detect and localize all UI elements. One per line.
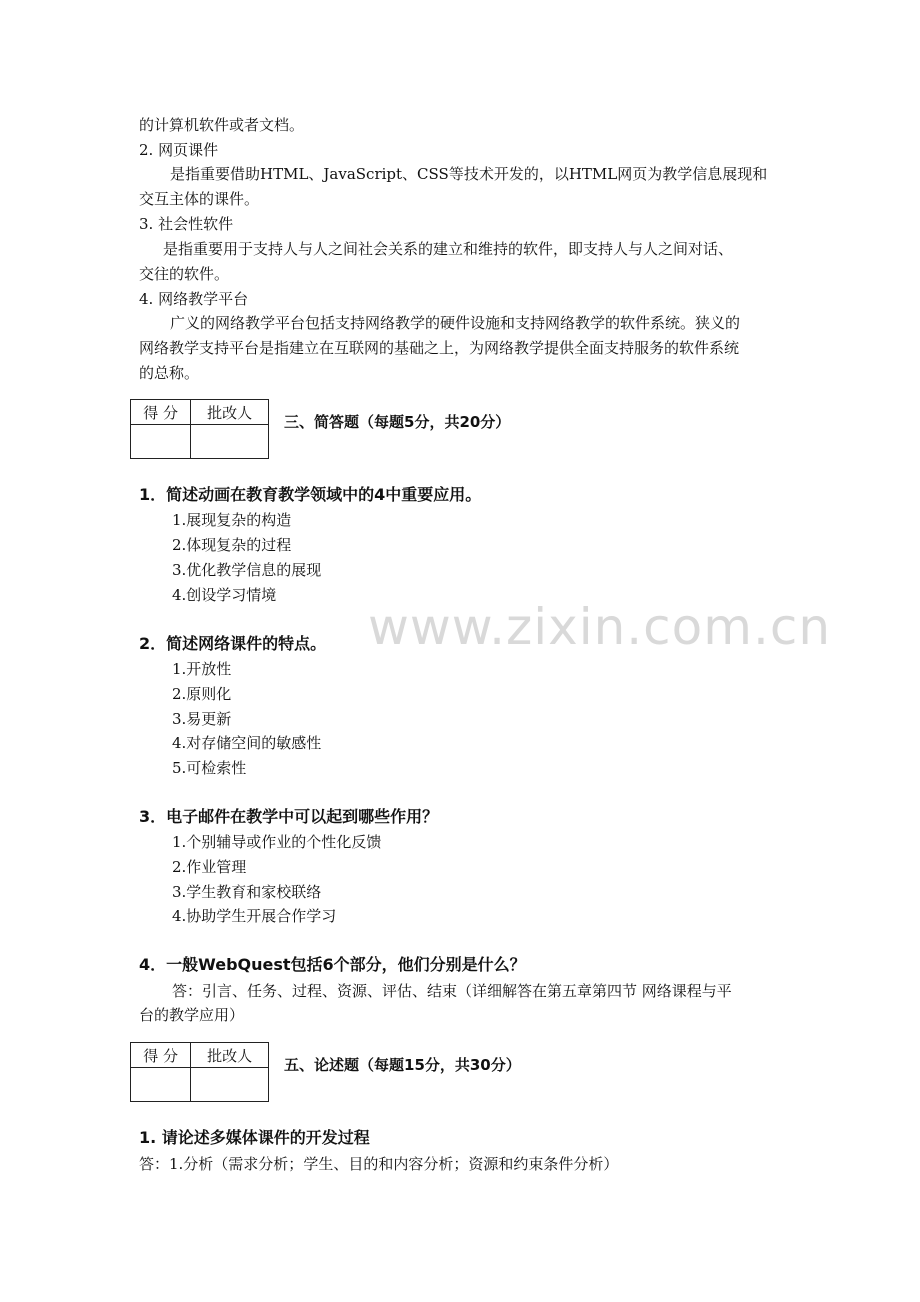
paragraph-line: 是指重要借助HTML、JavaScript、CSS等技术开发的，以HTML网页为教学信息展现和 [170, 165, 768, 183]
answer-item: 2.原则化 [172, 685, 232, 703]
answer-item: 1.个别辅导或作业的个性化反馈 [172, 833, 382, 851]
answer-item: 3.易更新 [172, 710, 232, 728]
score-cell [131, 1068, 191, 1102]
answer-item: 1.展现复杂的构造 [172, 511, 292, 529]
question-title: 1. 请论述多媒体课件的开发过程 [139, 1128, 370, 1147]
question-title: 4．一般WebQuest包括6个部分，他们分别是什么？ [139, 955, 526, 974]
score-table [130, 1042, 269, 1102]
item-heading: 4. 网络教学平台 [139, 290, 249, 308]
section-title: 三、简答题（每题5分，共20分） [284, 413, 511, 431]
answer-text: 台的教学应用） [139, 1006, 245, 1024]
paragraph-line: 交往的软件。 [139, 265, 230, 283]
watermark: www.zixin.com.cn [368, 598, 832, 656]
paragraph-line: 网络教学支持平台是指建立在互联网的基础之上，为网络教学提供全面支持服务的软件系统 [139, 339, 740, 357]
score-header: 得 分 [131, 1043, 191, 1068]
paragraph-line: 交互主体的课件。 [139, 190, 260, 208]
paragraph-line: 是指重要用于支持人与人之间社会关系的建立和维持的软件，即支持人与人之间对话、 [163, 240, 734, 258]
item-heading: 3. 社会性软件 [139, 215, 234, 233]
item-heading: 2. 网页课件 [139, 141, 219, 159]
answer-item: 3.学生教育和家校联络 [172, 883, 322, 901]
score-header: 得 分 [131, 400, 191, 425]
answer-item: 2.体现复杂的过程 [172, 536, 292, 554]
score-table [130, 399, 269, 459]
question-title: 1．简述动画在教育教学领域中的4中重要应用。 [139, 485, 482, 504]
answer-item: 4.创设学习情境 [172, 586, 277, 604]
answer-item: 2.作业管理 [172, 858, 247, 876]
grader-header: 批改人 [191, 400, 269, 425]
grader-header: 批改人 [191, 1043, 269, 1068]
section-title: 五、论述题（每题15分，共30分） [284, 1056, 521, 1074]
answer-item: 1.开放性 [172, 660, 232, 678]
paragraph-line: 的总称。 [139, 364, 200, 382]
answer-item: 3.优化教学信息的展现 [172, 561, 322, 579]
paragraph-line: 的计算机软件或者文档。 [139, 116, 305, 134]
paragraph-line: 广义的网络教学平台包括支持网络教学的硬件设施和支持网络教学的软件系统。狭义的 [170, 314, 741, 332]
score-cell [131, 425, 191, 459]
answer-item: 4.对存储空间的敏感性 [172, 734, 322, 752]
answer-text: 答：1.分析（需求分析；学生、目的和内容分析；资源和约束条件分析） [139, 1155, 619, 1173]
answer-text: 答：引言、任务、过程、资源、评估、结束（详细解答在第五章第四节 网络课程与平 [172, 982, 732, 1000]
answer-item: 5.可检索性 [172, 759, 247, 777]
grader-cell [191, 1068, 269, 1102]
answer-item: 4.协助学生开展合作学习 [172, 907, 337, 925]
question-title: 2．简述网络课件的特点。 [139, 634, 327, 653]
question-title: 3．电子邮件在教学中可以起到哪些作用？ [139, 807, 439, 826]
grader-cell [191, 425, 269, 459]
